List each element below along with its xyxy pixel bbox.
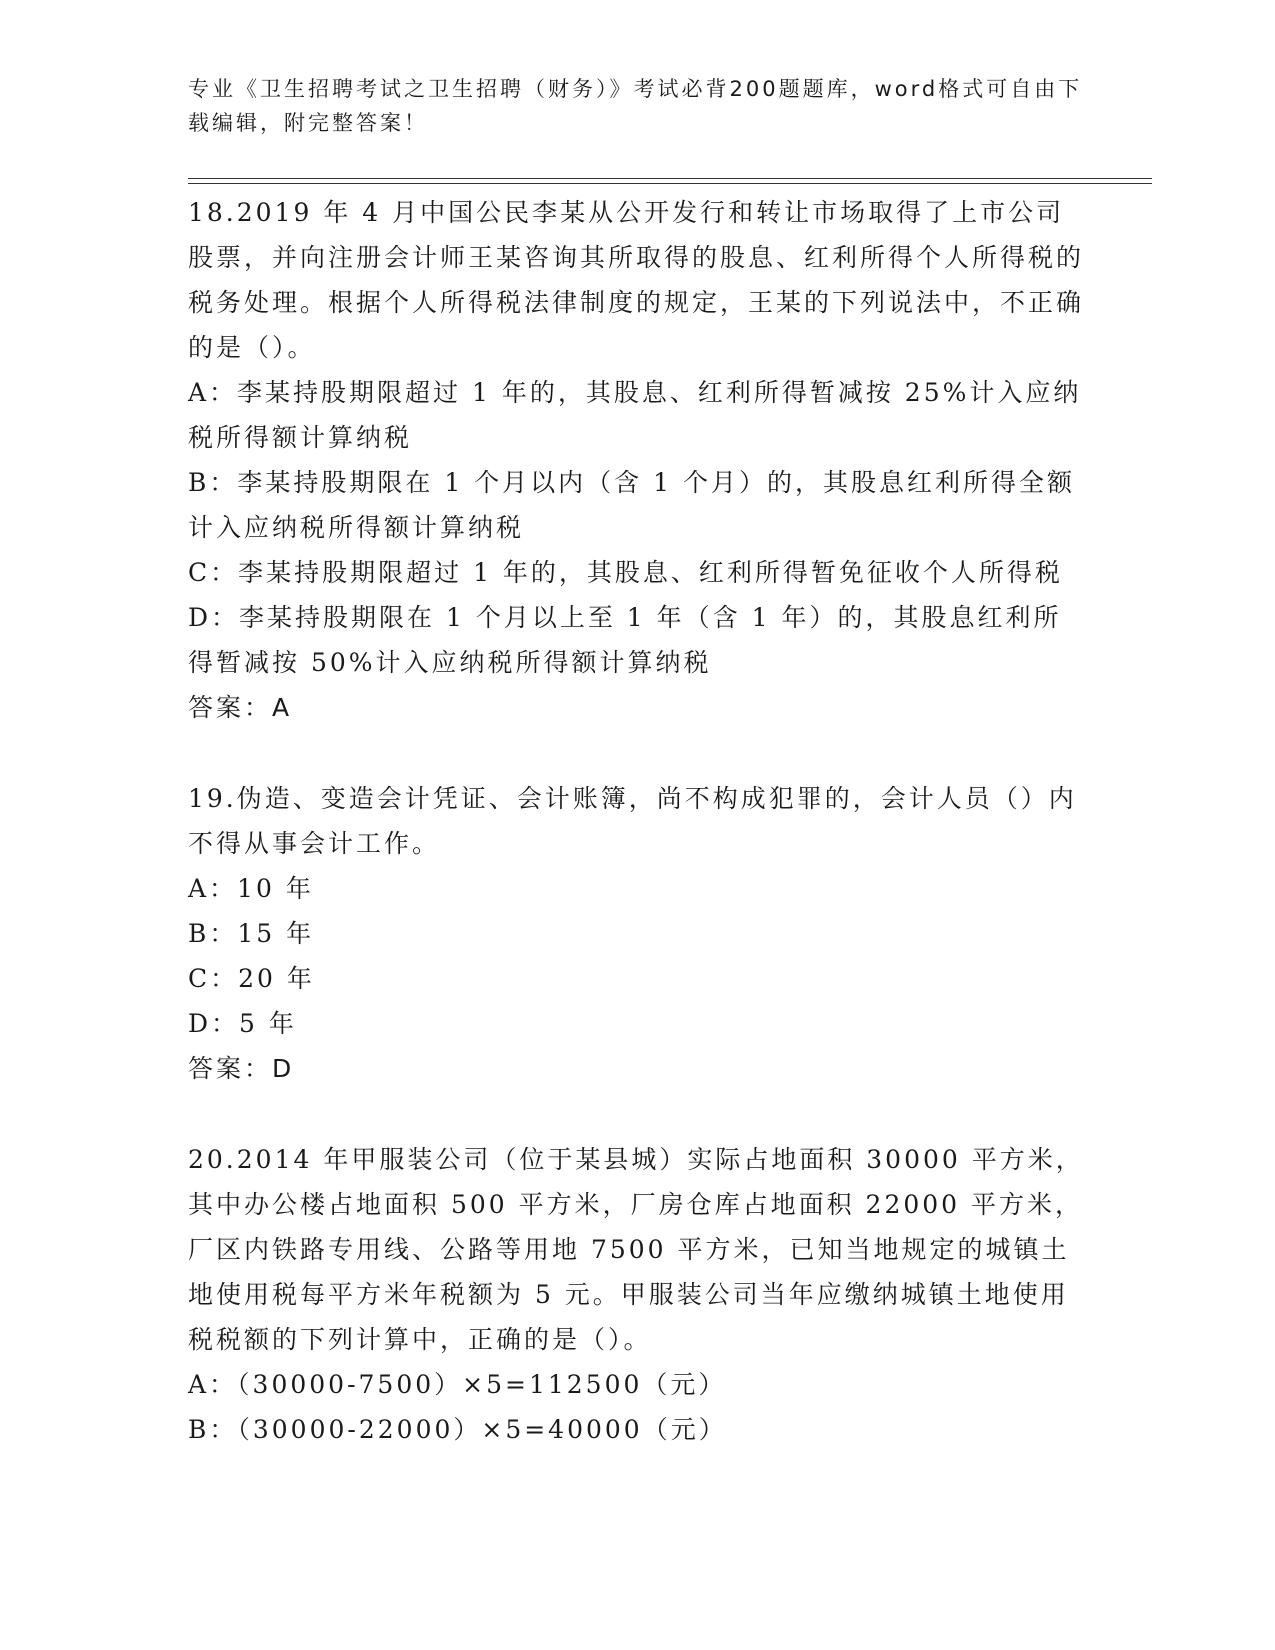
option-a: A：10 年: [188, 874, 314, 903]
option-b: B：15 年: [188, 919, 315, 948]
question-18: [188, 190, 1088, 730]
question-20: [188, 1137, 1088, 1452]
option-d: D：李某持股期限在 1 个月以上至 1 年（含 1 年）的，其股息红利所得暂减按 50%计入应纳税所得额计算纳税: [188, 603, 1062, 677]
spacer: [188, 730, 1088, 776]
option-b: B：（30000-22000）×5=40000（元）: [188, 1415, 727, 1444]
answer-line: 答案：D: [188, 1054, 295, 1083]
question-list: [188, 190, 1088, 1452]
answer-line: 答案：A: [188, 693, 293, 722]
option-a: A：李某持股期限超过 1 年的，其股息、红利所得暂减按 25%计入应纳税所得额计算纳税: [188, 378, 1082, 452]
header-divider-bottom: [188, 183, 1152, 184]
question-stem: 20.2014 年甲服装公司（位于某县城）实际占地面积 30000 平方米，其中办公楼占地面积 500 平方米，厂房仓库占地面积 22000 平方米，厂区内铁路专用线、公路等用地 7500 平方米，已知当地规定的城镇土地使用税每平方米年税额为 5 元。甲服装公司当年应缴纳城镇土地使用税税额的下列计算中，正确的是（）。: [188, 1145, 1084, 1354]
question-19: [188, 776, 1088, 1091]
option-b: B：李某持股期限在 1 个月以内（含 1 个月）的，其股息红利所得全额计入应纳税所得额计算纳税: [188, 468, 1075, 542]
option-d: D：5 年: [188, 1009, 297, 1038]
option-a: A：（30000-7500）×5=112500（元）: [188, 1370, 727, 1399]
header-divider-top: [188, 178, 1152, 179]
option-c: C：20 年: [188, 964, 315, 993]
question-stem: 18.2019 年 4 月中国公民李某从公开发行和转让市场取得了上市公司股票，并向注册会计师王某咨询其所取得的股息、红利所得个人所得税的税务处理。根据个人所得税法律制度的规定，王某的下列说法中，不正确的是（）。: [188, 198, 1085, 362]
option-c: C：李某持股期限超过 1 年的，其股息、红利所得暂免征收个人所得税: [188, 558, 1063, 587]
spacer: [188, 1091, 1088, 1137]
document-header: 专业《卫生招聘考试之卫生招聘（财务）》考试必背200题题库，word格式可自由下载编辑，附完整答案！: [188, 77, 1083, 135]
question-stem: 19.伪造、变造会计凭证、会计账簿，尚不构成犯罪的，会计人员（）内不得从事会计工作。: [188, 784, 1077, 858]
